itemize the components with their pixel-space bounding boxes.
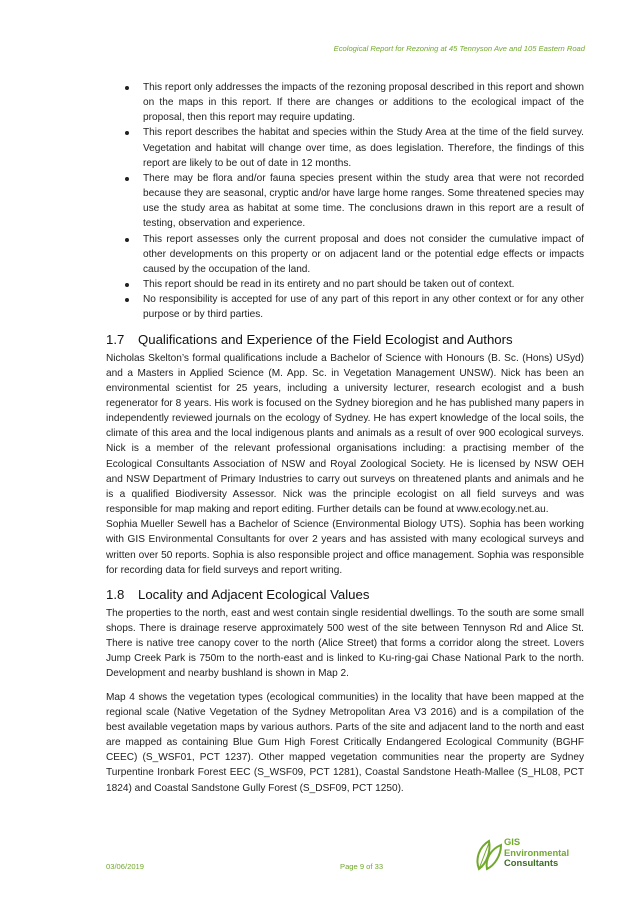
company-logo [473, 835, 588, 875]
list-item: This report describes the habitat and species within the Study Area at the time of the field survey. Vegetation and habitat will change over time, as does legislation. Therefore, the findings of this report are likely to be out of date in 12 months. [106, 125, 584, 170]
list-item: There may be flora and/or fauna species present within the study area that were not recorded because they are seasonal, cryptic and/or have large home ranges. Some threatened species may use the study area as habitat at some time. The conclusions drawn in this report are a result of testing, observation and experience. [106, 171, 584, 232]
logo-wordmark [504, 837, 569, 869]
paragraph: The properties to the north, east and west contain single residential dwellings. To the south are some small shops. There is drainage reserve approximately 500 west of the site between Tennyson Rd and Alice St. There is native tree canopy cover to the north (Alice Street) that forms a corridor along the street. Lovers Jump Creek Park is 750m to the north-east and is linked to Ku-ring-gai Chase National Park to the north. Development and nearby bushland is shown in Map 2. [106, 607, 584, 680]
section-number: 1.8 [106, 586, 125, 602]
page-body [106, 80, 584, 796]
logo-line-1: GIS [504, 836, 521, 847]
logo-line-3: Consultants [504, 857, 559, 869]
section-title: Locality and Adjacent Ecological Values [138, 586, 370, 602]
section-heading-1-7 [106, 332, 584, 348]
footer-page-number: Page 9 of 33 [340, 862, 384, 871]
section-number: 1.7 [106, 331, 125, 347]
footer-date: 03/06/2019 [106, 862, 145, 871]
list-item: This report only addresses the impacts of the rezoning proposal described in this report and shown on the maps in this report. If there are changes or additions to the ecological impact of the proposal, then this report may require updating. [106, 80, 584, 125]
list-item: No responsibility is accepted for use of any part of this report in any other context or for any other purpose or by third parties. [106, 292, 584, 322]
paragraph: Sophia Mueller Sewell has a Bachelor of Science (Environmental Biology UTS). Sophia has been working with GIS Environmental Consultants for over 2 years and has assisted with many ecological surveys and written over 50 reports. Sophia is also responsible project and office management. Sophia was responsible for recording data for field surveys and report writing. [106, 519, 584, 576]
paragraph: Map 4 shows the vegetation types (ecological communities) in the locality that have been mapped at the regional scale (Native Vegetation of the Sydney Metropolitan Area V3 2016) and is a compilation of the best available vegetation maps by various authors. Parts of the site and adjacent land to the north and east are mapped as containing Blue Gum High Forest Critically Endangered Ecological Community (BGHF CEEC) (S_WSF01, PCT 1237). Other mapped vegetation communities near the property are Sydney Turpentine Ironbark Forest EEC (S_WSF09, PCT 1281), Coastal Sandstone Heath-Mallee (S_HL08, PCT 1824) and Coastal Sandstone Gully Forest (S_DSF09, PCT 1250). [106, 691, 584, 794]
list-item: This report assesses only the current proposal and does not consider the cumulative impact of other developments on this property or on adjacent land or the potential edge effects or impacts caused by the occupation of the land. [106, 232, 584, 277]
paragraph: Nicholas Skelton’s formal qualifications include a Bachelor of Science with Honours (B. Sc. (Hons) USyd) and a Masters in Applied Science (M. App. Sc. in Vegetation Management UNSW). Nick has been an environmental scientist for 25 years, including a university lecturer, research ecologist and a bush regenerator for 8 years. His work is focused on the Sydney bioregion and he has published many papers in independently reviewed journals on the ecology of Sydney. He has expert knowledge of the local soils, the climate of this area and the local indigenous plants and animals as a result of over 900 ecological surveys. Nick is a member of the relevant professional organisations including: a practising member of the Ecological Consultants Association of NSW and Royal Zoological Society. He is licensed by NSW OEH and NSW Department of Primary Industries to carry out surveys on threatened plants and animals and he is a qualified Biodiversity Assessor. Nick was the principle ecologist on all field surveys and was responsible for map making and report editing. Further details can be found at www.ecology.net.au. [106, 352, 584, 516]
limitations-list [106, 80, 584, 323]
leaf-logo-icon [473, 835, 503, 873]
list-item: This report should be read in its entirety and no part should be taken out of context. [106, 277, 584, 292]
running-header: Ecological Report for Rezoning at 45 Tennyson Ave and 105 Eastern Road [333, 44, 585, 53]
section-title: Qualifications and Experience of the Field Ecologist and Authors [138, 331, 513, 347]
section-heading-1-8 [106, 587, 584, 603]
logo-line-2: Environmental [504, 846, 570, 858]
